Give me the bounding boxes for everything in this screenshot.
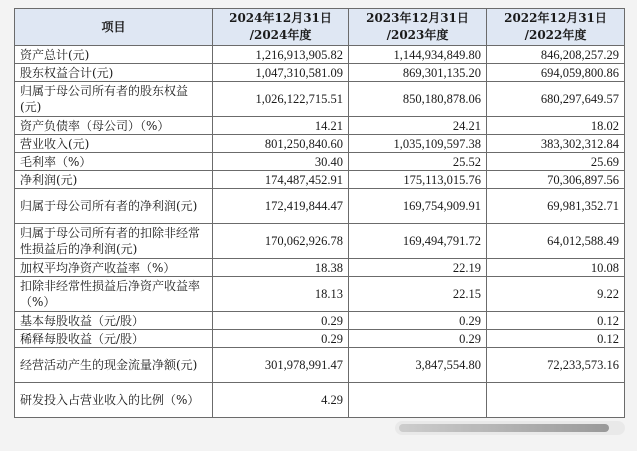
row-label: 归属于母公司所有者的扣除非经常性损益后的净利润(元) bbox=[15, 224, 213, 259]
header-line: /2022年度 bbox=[524, 28, 587, 42]
table-row bbox=[15, 259, 625, 277]
row-value bbox=[349, 383, 487, 418]
row-value: 174,487,452.91 bbox=[213, 171, 349, 189]
row-value: 30.40 bbox=[213, 153, 349, 171]
row-label: 毛利率（%） bbox=[15, 153, 213, 171]
row-value: 14.21 bbox=[213, 117, 349, 135]
row-value: 0.12 bbox=[487, 312, 625, 330]
table-row bbox=[15, 153, 625, 171]
row-value: 64,012,588.49 bbox=[487, 224, 625, 259]
row-value: 175,113,015.76 bbox=[349, 171, 487, 189]
row-value: 0.29 bbox=[349, 312, 487, 330]
table-row bbox=[15, 46, 625, 64]
row-value: 170,062,926.78 bbox=[213, 224, 349, 259]
financial-data-table bbox=[14, 8, 625, 418]
row-label: 基本每股收益（元/股） bbox=[15, 312, 213, 330]
horizontal-scrollbar[interactable] bbox=[395, 421, 625, 435]
row-value: 169,754,909.91 bbox=[349, 189, 487, 224]
row-label: 研发投入占营业收入的比例（%） bbox=[15, 383, 213, 418]
row-value: 18.02 bbox=[487, 117, 625, 135]
header-item: 项目 bbox=[15, 9, 213, 46]
table-row bbox=[15, 171, 625, 189]
table-row bbox=[15, 64, 625, 82]
row-value: 301,978,991.47 bbox=[213, 348, 349, 383]
header-line: /2024年度 bbox=[249, 28, 312, 42]
row-value: 70,306,897.56 bbox=[487, 171, 625, 189]
row-value: 172,419,844.47 bbox=[213, 189, 349, 224]
row-value: 72,233,573.16 bbox=[487, 348, 625, 383]
table-row bbox=[15, 82, 625, 117]
table-row bbox=[15, 135, 625, 153]
row-label: 资产负债率（母公司）（%） bbox=[15, 117, 213, 135]
row-value: 0.29 bbox=[213, 330, 349, 348]
row-value: 0.29 bbox=[349, 330, 487, 348]
table-row bbox=[15, 224, 625, 259]
header-line: 2024年12月31日 bbox=[229, 11, 332, 25]
row-value: 3,847,554.80 bbox=[349, 348, 487, 383]
header-line: 2022年12月31日 bbox=[504, 11, 607, 25]
row-value: 850,180,878.06 bbox=[349, 82, 487, 117]
header-2024 bbox=[213, 9, 349, 46]
row-value: 18.38 bbox=[213, 259, 349, 277]
row-value: 1,216,913,905.82 bbox=[213, 46, 349, 64]
table-row bbox=[15, 348, 625, 383]
row-value: 383,302,312.84 bbox=[487, 135, 625, 153]
row-value: 846,208,257.29 bbox=[487, 46, 625, 64]
row-value: 869,301,135.20 bbox=[349, 64, 487, 82]
table-row bbox=[15, 330, 625, 348]
header-2023 bbox=[349, 9, 487, 46]
table-row bbox=[15, 117, 625, 135]
scrollbar-thumb[interactable] bbox=[399, 424, 609, 432]
row-label: 稀释每股收益（元/股） bbox=[15, 330, 213, 348]
row-value: 1,026,122,715.51 bbox=[213, 82, 349, 117]
header-2022 bbox=[487, 9, 625, 46]
row-value: 680,297,649.57 bbox=[487, 82, 625, 117]
row-value: 22.15 bbox=[349, 277, 487, 312]
row-value: 69,981,352.71 bbox=[487, 189, 625, 224]
header-line: 2023年12月31日 bbox=[366, 11, 469, 25]
row-value: 4.29 bbox=[213, 383, 349, 418]
header-line: /2023年度 bbox=[386, 28, 449, 42]
row-label: 股东权益合计(元) bbox=[15, 64, 213, 82]
row-value: 24.21 bbox=[349, 117, 487, 135]
table-row bbox=[15, 383, 625, 418]
row-value: 22.19 bbox=[349, 259, 487, 277]
table-row bbox=[15, 277, 625, 312]
row-label: 加权平均净资产收益率（%） bbox=[15, 259, 213, 277]
row-value: 25.52 bbox=[349, 153, 487, 171]
row-value: 9.22 bbox=[487, 277, 625, 312]
row-value: 694,059,800.86 bbox=[487, 64, 625, 82]
row-value: 1,047,310,581.09 bbox=[213, 64, 349, 82]
row-label: 归属于母公司所有者的股东权益(元) bbox=[15, 82, 213, 117]
row-label: 净利润(元) bbox=[15, 171, 213, 189]
row-value: 18.13 bbox=[213, 277, 349, 312]
table-row bbox=[15, 312, 625, 330]
row-label: 营业收入(元) bbox=[15, 135, 213, 153]
row-value: 0.29 bbox=[213, 312, 349, 330]
row-value: 0.12 bbox=[487, 330, 625, 348]
row-value: 25.69 bbox=[487, 153, 625, 171]
row-label: 扣除非经常性损益后净资产收益率（%） bbox=[15, 277, 213, 312]
table-row bbox=[15, 189, 625, 224]
row-value: 10.08 bbox=[487, 259, 625, 277]
row-value bbox=[487, 383, 625, 418]
row-label: 资产总计(元) bbox=[15, 46, 213, 64]
table-header-row bbox=[15, 9, 625, 46]
row-value: 169,494,791.72 bbox=[349, 224, 487, 259]
row-value: 1,144,934,849.80 bbox=[349, 46, 487, 64]
row-label: 经营活动产生的现金流量净额(元) bbox=[15, 348, 213, 383]
row-value: 1,035,109,597.38 bbox=[349, 135, 487, 153]
row-label: 归属于母公司所有者的净利润(元) bbox=[15, 189, 213, 224]
row-value: 801,250,840.60 bbox=[213, 135, 349, 153]
